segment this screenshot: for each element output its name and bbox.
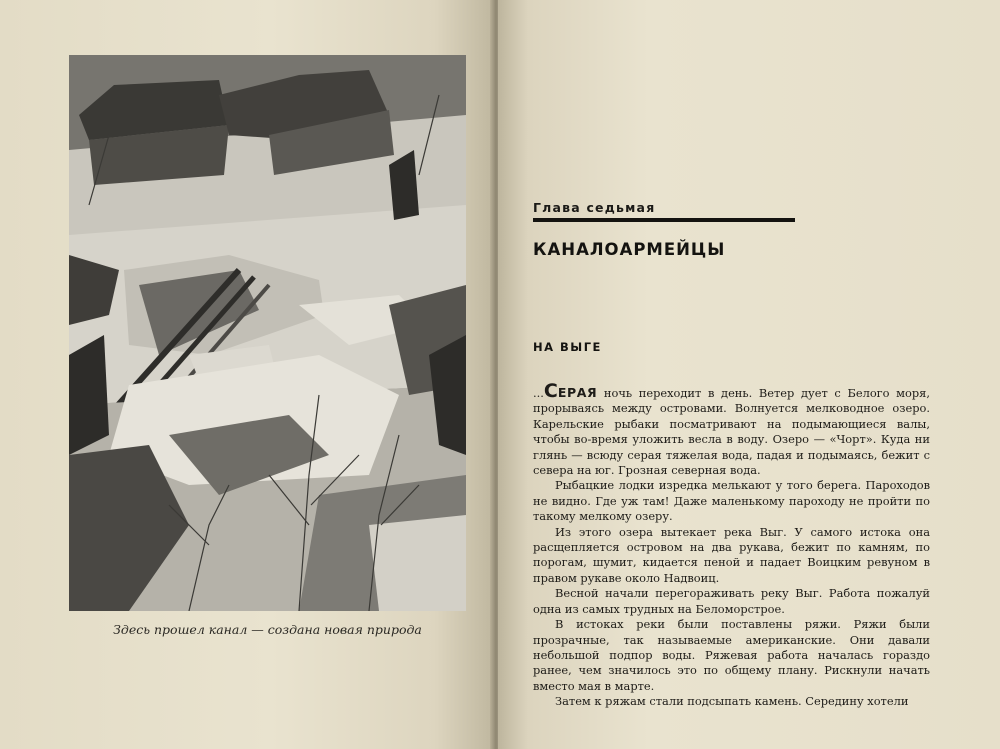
paragraph-1 [533, 380, 930, 478]
paragraph-4: Весной начали перегораживать реку Выг. Работа пожалуй одна из самых трудных на Беломорстрое. [533, 586, 930, 616]
left-page [0, 0, 494, 749]
chapter-rule [533, 218, 795, 222]
section-title: НА ВЫГЕ [533, 340, 602, 354]
chapter-label: Глава седьмая [533, 200, 656, 215]
paragraph-1-text: ночь переходит в день. Ветер дует с Белого моря, прорываясь между островами. Волнуется мелководное озеро. Карельские рыбаки посматривают на подымающиеся валы, чтобы во-время уложить весла в воду. Озеро — «Чорт». Куда ни глянь — всюду серая тяжелая вода, падая и подымаясь, бежит с севера на юг. Грозная северная вода. [533, 386, 930, 478]
drop-cap: С [543, 380, 558, 402]
lead-caps: ЕРАЯ [557, 385, 598, 400]
paragraph-3: Из этого озера вытекает река Выг. У самого истока она расщепляется островом на два рукава, бежит по камням, по порогам, шумит, кидается пеной и падает Воицким ревуном в правом рукаве около Надвоиц. [533, 524, 930, 585]
paragraph-6: Затем к ряжам стали подсыпать камень. Середину хотели [555, 694, 909, 709]
landscape-photo [69, 55, 466, 611]
chapter-title: КАНАЛОАРМЕЙЦЫ [533, 240, 726, 259]
paragraph-2: Рыбацкие лодки изредка мелькают у того берега. Пароходов не видно. Где уж там! Даже маленькому пароходу не пройти по такому мелкому озеру. [533, 478, 930, 524]
body-text [533, 380, 930, 710]
paragraph-5: В истоках реки были поставлены ряжи. Ряжи были прозрачные, так называемые американские. Они давали небольшой подпор воды. Ряжевая работа началась гораздо ранее, чем значилось это по общему плану. Рискнули начать вместо мая в марте. [533, 617, 930, 693]
photo-caption: Здесь прошел канал — создана новая природа [113, 622, 422, 637]
lead-ellipsis: ... [533, 386, 544, 400]
